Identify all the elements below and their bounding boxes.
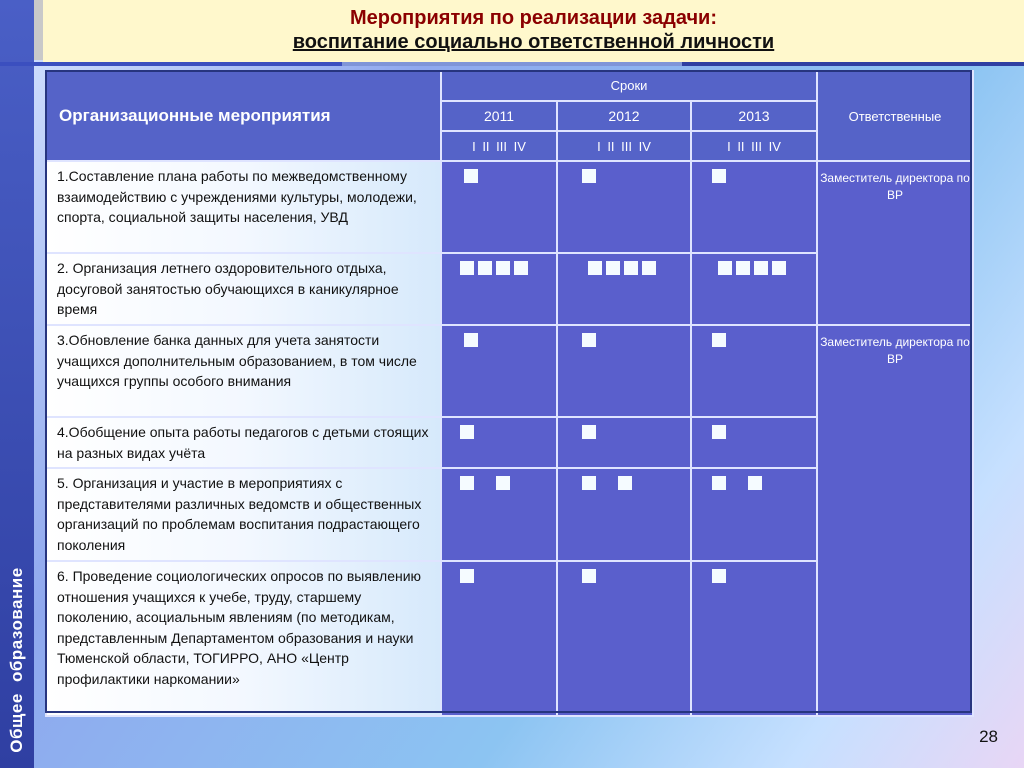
task-cell: 2. Организация летнего оздоровительного отдыха, досуговой занятостью обучающихся в каникулярное время [46,253,441,325]
schedule-mark [624,261,638,275]
schedule-cell-2013 [691,161,817,253]
schedule-mark [460,261,474,275]
year-header-2013: 2013 [691,101,817,132]
schedule-cell-2012 [557,161,691,253]
schedule-mark [772,261,786,275]
quarter-header-2013: I II III IV [691,131,817,161]
schedule-mark [712,333,726,347]
schedule-cell-2011 [441,417,557,468]
schedule-mark [642,261,656,275]
schedule-cell-2011 [441,561,557,716]
schedule-cell-2012 [557,325,691,417]
schedule-cell-2012 [557,417,691,468]
task-cell: 5. Организация и участие в мероприятиях с представителями различных ведомств и общественных организаций по проблемам воспитания подрастающего поколения [46,468,441,561]
schedule-mark [748,476,762,490]
task-cell: 3.Обновление банка данных для учета занятости учащихся дополнительным образованием, в том числе учащихся группы особого внимания [46,325,441,417]
schedule-cell-2012 [557,561,691,716]
schedule-mark [712,476,726,490]
schedule-cell-2012 [557,253,691,325]
schedule-mark [460,569,474,583]
schedule-mark [496,476,510,490]
slide-title-line2: воспитание социально ответственной личности [292,31,775,53]
schedule-mark [712,169,726,183]
task-cell: 1.Составление плана работы по межведомственному взаимодействию с учреждениями культуры, молодежи, спорта, социальной защиты населения, УВД [46,161,441,253]
schedule-cell-2012 [557,468,691,561]
side-label-text: Общее образование [7,567,26,753]
page-number: 28 [979,727,998,746]
schedule-cell-2011 [441,161,557,253]
schedule-cell-2013 [691,253,817,325]
schedule-mark [582,569,596,583]
quarter-header-2011: I II III IV [441,131,557,161]
schedule-cell-2013 [691,417,817,468]
schedule-mark [588,261,602,275]
schedule-mark [496,261,510,275]
quarter-header-2012: I II III IV [557,131,691,161]
schedule-mark [582,425,596,439]
schedule-mark [460,476,474,490]
column-header-responsible: Ответственные [817,71,973,161]
schedule-cell-2011 [441,253,557,325]
left-bar-accent [34,0,43,60]
schedule-mark [736,261,750,275]
schedule-cell-2011 [441,468,557,561]
schedule-mark [754,261,768,275]
table-row [46,161,973,253]
schedule-mark [582,476,596,490]
year-header-2011: 2011 [441,101,557,132]
task-cell: 4.Обобщение опыта работы педагогов с детьми стоящих на разных видах учёта [46,417,441,468]
header-rule-right [682,62,1024,66]
column-header-activities: Организационные мероприятия [46,71,441,161]
schedule-mark [712,569,726,583]
schedule-mark [464,169,478,183]
schedule-mark [460,425,474,439]
schedule-mark [464,333,478,347]
column-header-period: Сроки [441,71,817,101]
header-rule-middle [342,62,682,66]
task-cell: 6. Проведение социологических опросов по выявлению отношения учащихся к учебе, труду, старшему поколению, асоциальным явлениям (по методикам, представленным Департаментом образования и науки Тюменской области, ТОГИРРО, АНО «Центр профилактики наркомании» [46,561,441,716]
header-rule-left [0,62,342,66]
activities-table [45,70,974,717]
schedule-mark [718,261,732,275]
side-label [0,560,34,760]
schedule-cell-2013 [691,468,817,561]
schedule-cell-2013 [691,325,817,417]
schedule-mark [618,476,632,490]
schedule-mark [478,261,492,275]
responsible-cell: Заместитель директора по ВР [817,325,973,716]
schedule-cell-2013 [691,561,817,716]
schedule-mark [712,425,726,439]
schedule-mark [514,261,528,275]
schedule-cell-2011 [441,325,557,417]
slide-title-line1: Мероприятия по реализации задачи: [349,7,718,29]
schedule-mark [582,333,596,347]
schedule-mark [582,169,596,183]
responsible-cell: Заместитель директора по ВР [817,161,973,325]
year-header-2012: 2012 [557,101,691,132]
schedule-mark [606,261,620,275]
table-row [46,325,973,417]
slide-header [43,0,1024,62]
